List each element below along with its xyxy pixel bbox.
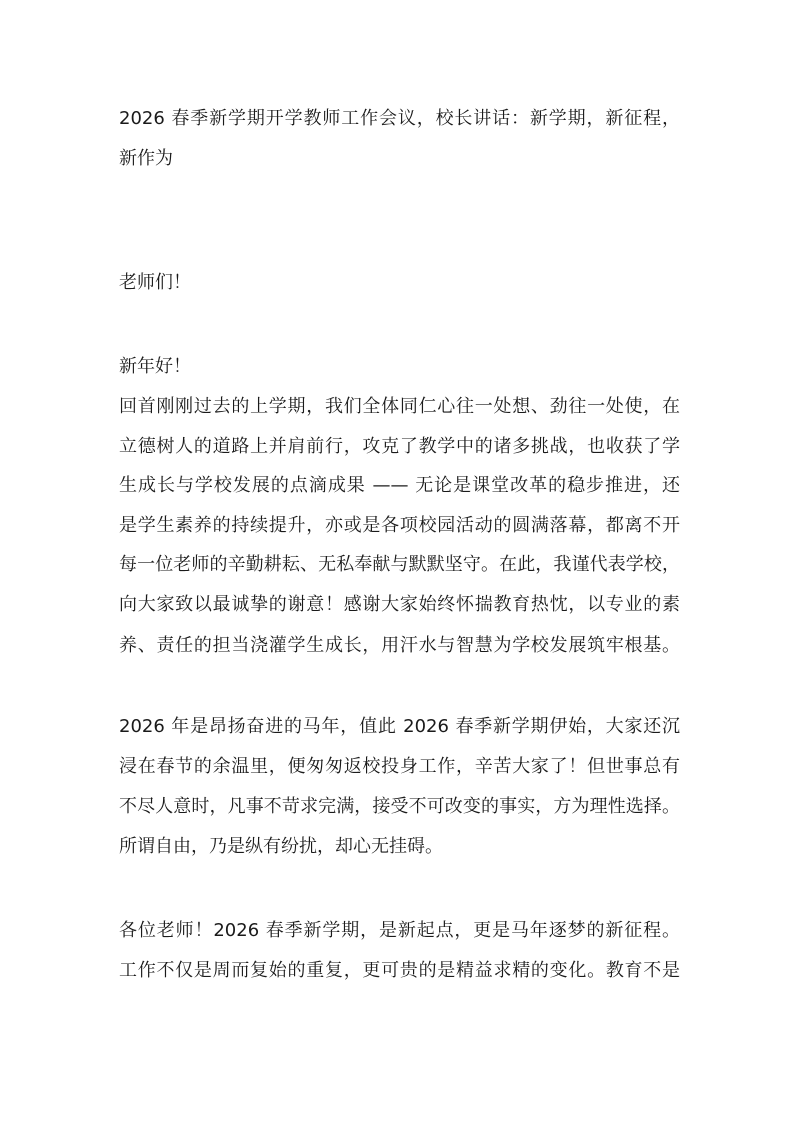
paragraph-line: 向大家致以最诚挚的谢意！感谢大家始终怀揣教育热忱，以专业的素 (119, 594, 680, 615)
paragraph-line: 每一位老师的辛勤耕耘、无私奉献与默默坚守。在此，我谨代表学校， (119, 554, 680, 575)
paragraph-line: 不尽人意时，凡事不苛求完满，接受不可改变的事实，方为理性选择。 (119, 796, 680, 817)
document-title-line-2: 新作为 (119, 148, 173, 169)
paragraph-line: 浸在春节的余温里，便匆匆返校投身工作，辛苦大家了！但世事总有 (119, 756, 680, 777)
paragraph-line: 立德树人的道路上并肩前行，攻克了教学中的诸多挑战，也收获了学 (119, 436, 680, 457)
paragraph-line: 各位老师！2026 春季新学期，是新起点，更是马年逐梦的新征程。 (119, 920, 680, 941)
paragraph-line: 2026 年是昂扬奋进的马年，值此 2026 春季新学期伊始，大家还沉 (119, 716, 680, 737)
paragraph-line: 工作不仅是周而复始的重复，更可贵的是精益求精的变化。教育不是 (119, 960, 680, 981)
paragraph-line: 回首刚刚过去的上学期，我们全体同仁心往一处想、劲往一处使，在 (119, 396, 680, 417)
paragraph-line: 生成长与学校发展的点滴成果 —— 无论是课堂改革的稳步推进，还 (119, 475, 680, 496)
paragraph-line: 养、责任的担当浇灌学生成长，用汗水与智慧为学校发展筑牢根基。 (119, 635, 680, 656)
paragraph-line: 是学生素养的持续提升，亦或是各项校园活动的圆满落幕，都离不开 (119, 515, 680, 536)
paragraph-line: 所谓自由，乃是纵有纷扰，却心无挂碍。 (119, 836, 443, 857)
document-title-line-1: 2026 春季新学期开学教师工作会议，校长讲话：新学期，新征程， (119, 108, 680, 129)
greeting: 新年好！ (119, 356, 191, 377)
salutation: 老师们！ (119, 272, 191, 293)
